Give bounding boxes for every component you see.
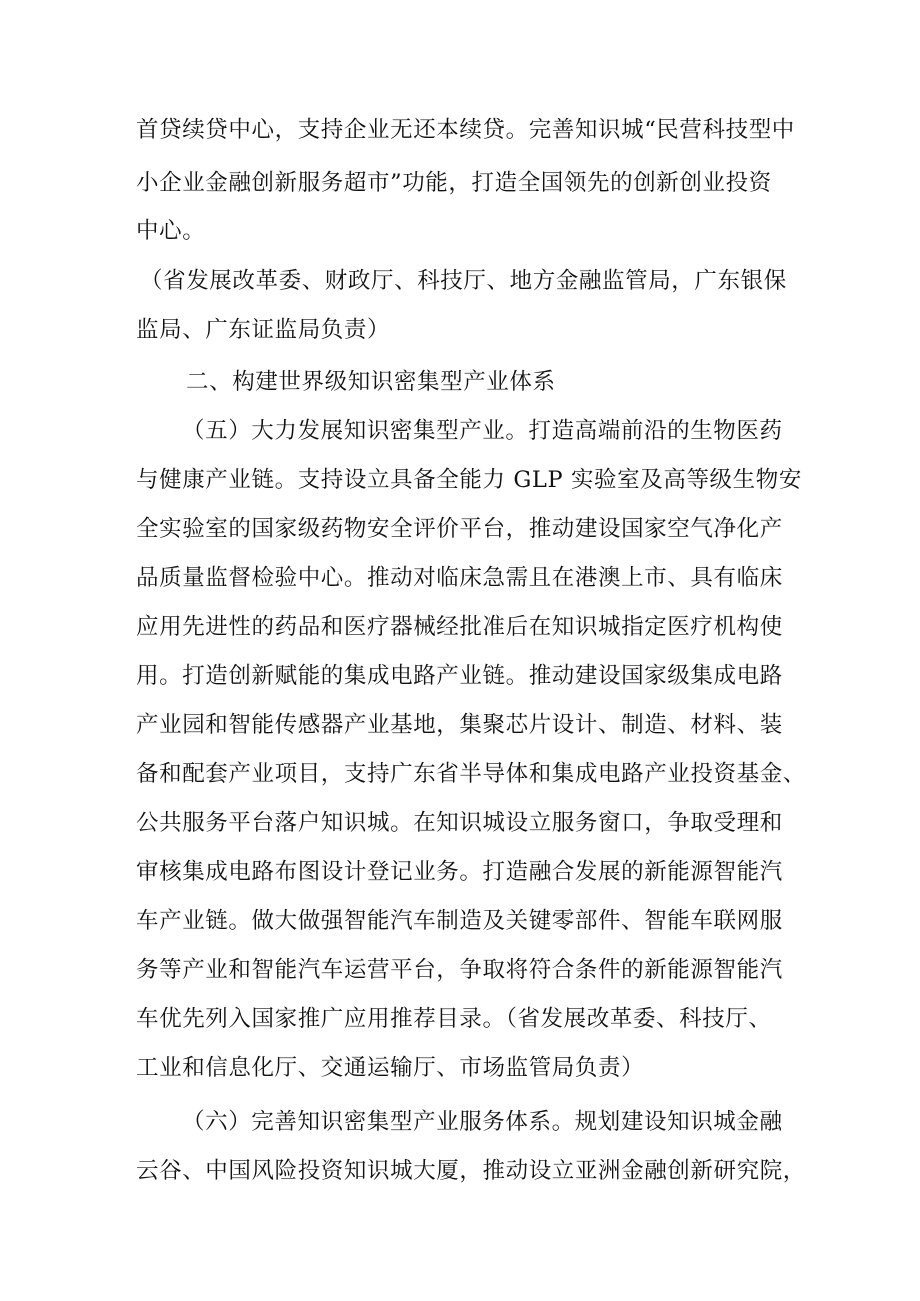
text-line: 监局、广东证监局负责） bbox=[136, 317, 391, 343]
text-line: 品质量监督检验中心。推动对临床急需且在港澳上市、具有临床 bbox=[136, 565, 783, 591]
text-line: 中心。 bbox=[136, 218, 206, 244]
text-line: 用。打造创新赋能的集成电路产业链。推动建设国家级集成电路 bbox=[136, 663, 783, 689]
text-line: 小企业金融创新服务超市”功能，打造全国领先的创新创业投资 bbox=[136, 170, 772, 196]
text-line: 首贷续贷中心，支持企业无还本续贷。完善知识城“民营科技型中 bbox=[136, 117, 795, 143]
text-line: 云谷、中国风险投资知识城大厦，推动设立亚洲金融创新研究院， bbox=[136, 1158, 806, 1184]
text-line: （省发展改革委、财政厅、科技厅、地方金融监管局，广东银保 bbox=[140, 268, 787, 294]
text-line: （六）完善知识密集型产业服务体系。规划建设知识城金融 bbox=[182, 1109, 783, 1135]
text-line: （五）大力发展知识密集型产业。打造高端前沿的生物医药 bbox=[182, 418, 783, 444]
text-line: 备和配套产业项目，支持广东省半导体和集成电路产业投资基金、 bbox=[136, 761, 806, 787]
text-line: 公共服务平台落户知识城。在知识城设立服务窗口，争取受理和 bbox=[136, 810, 783, 836]
section-heading: 二、构建世界级知识密集型产业体系 bbox=[186, 369, 556, 395]
text-line: 车产业链。做大做强智能汽车制造及关键零部件、智能车联网服 bbox=[136, 908, 783, 934]
text-line: 应用先进性的药品和医疗器械经批准后在知识城指定医疗机构使 bbox=[136, 614, 783, 640]
text-line: 工业和信息化厅、交通运输厅、市场监管局负责） bbox=[136, 1055, 645, 1081]
text-line: 务等产业和智能汽车运营平台，争取将符合条件的新能源智能汽 bbox=[136, 957, 783, 983]
text-line: 产业园和智能传感器产业基地，集聚芯片设计、制造、材料、装 bbox=[136, 712, 783, 738]
text-line: 审核集成电路布图设计登记业务。打造融合发展的新能源智能汽 bbox=[136, 859, 783, 885]
text-line: 车优先列入国家推广应用推荐目录。（省发展改革委、科技厅、 bbox=[136, 1006, 772, 1032]
text-line: 全实验室的国家级药物安全评价平台，推动建设国家空气净化产 bbox=[136, 516, 783, 542]
text-line: 与健康产业链。支持设立具备全能力 GLP 实验室及高等级生物安 bbox=[136, 467, 802, 493]
